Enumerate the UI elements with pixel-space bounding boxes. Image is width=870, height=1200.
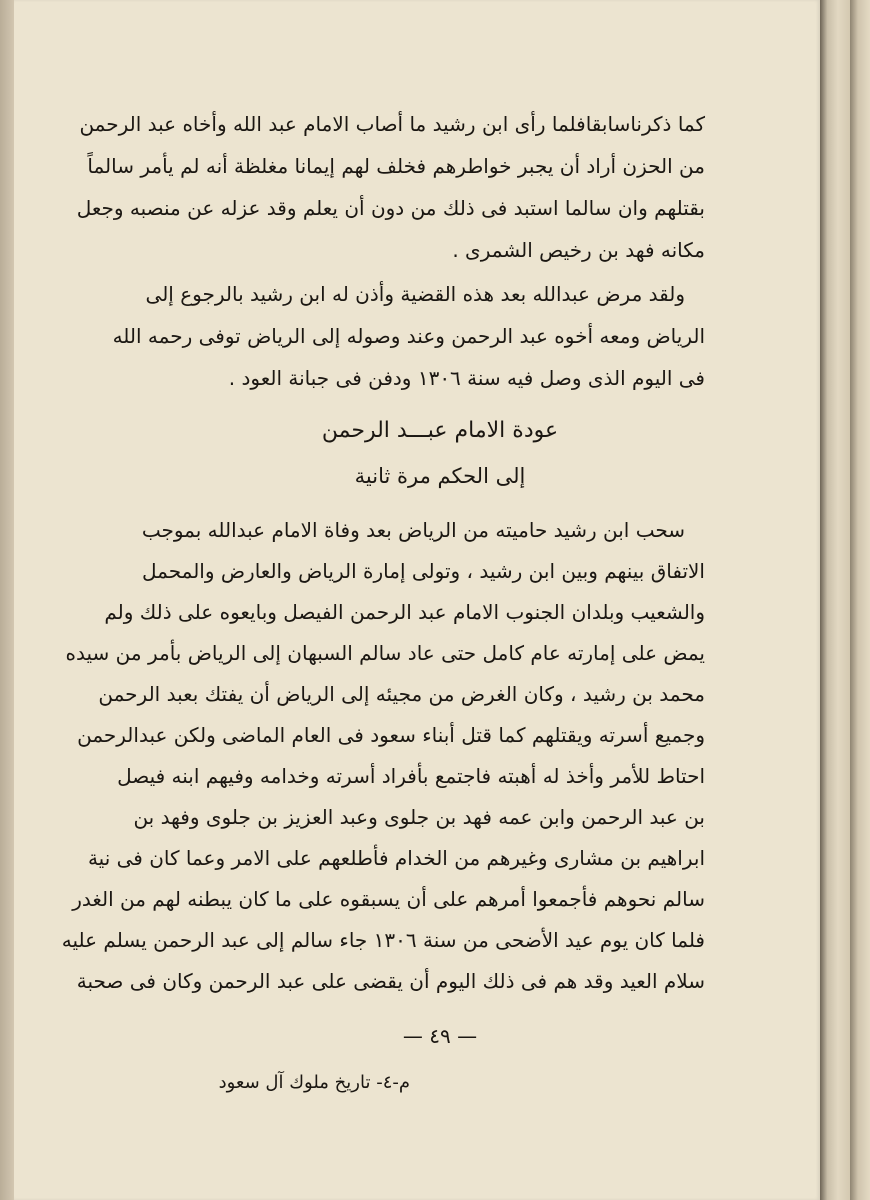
- page-number: — ٤٩ —: [402, 1024, 478, 1048]
- text-line: والشعيب وبلدان الجنوب الامام عبد الرحمن الفيصل وبايعوه على ذلك ولم: [104, 600, 705, 624]
- text-line: ابراهيم بن مشارى وغيرهم من الخدام فأطلعهم على الامر وعما كان فى نية: [87, 846, 705, 870]
- text-line: مكانه فهد بن رخيص الشمرى .: [452, 238, 705, 262]
- text-line: يمض على إمارته عام كامل حتى عاد سالم السبهان إلى الرياض بأمر من سيده: [65, 641, 705, 665]
- section-heading-line-1: عودة الامام عبـــد الرحمن: [321, 418, 559, 443]
- text-line: الاتفاق بينهم وبين ابن رشيد ، وتولى إمارة الرياض والعارض والمحمل: [142, 559, 705, 583]
- text-line: محمد بن رشيد ، وكان الغرض من مجيئه إلى الرياض أن يفتك بعبد الرحمن: [98, 682, 705, 706]
- footer-signature: م-٤- تاريخ ملوك آل سعود: [218, 1072, 410, 1093]
- book-edge: [850, 0, 870, 1200]
- text-line: من الحزن أراد أن يجبر خواطرهم فخلف لهم إيمانا مغلظة أنه لم يأمر سالماً: [87, 154, 705, 178]
- text-line: سالم نحوهم فأجمعوا أمرهم على أن يسبقوه على ما كان يبطنه لهم من الغدر: [72, 887, 705, 911]
- text-line: بن عبد الرحمن وابن عمه فهد بن جلوى وعبد العزيز بن جلوى وفهد بن: [133, 805, 705, 829]
- page-edge: [820, 0, 850, 1200]
- text-line: كما ذكرناسابقافلما رأى ابن رشيد ما أصاب الامام عبد الله وأخاه عبد الرحمن: [79, 112, 705, 136]
- text-line: سحب ابن رشيد حاميته من الرياض بعد وفاة الامام عبدالله بموجب: [141, 518, 685, 542]
- text-line: الرياض ومعه أخوه عبد الرحمن وعند وصوله إلى الرياض توفى رحمه الله: [112, 324, 705, 348]
- text-line: فى اليوم الذى وصل فيه سنة ١٣٠٦ ودفن فى جبانة العود .: [228, 366, 705, 390]
- text-line: فلما كان يوم عيد الأضحى من سنة ١٣٠٦ جاء سالم إلى عبد الرحمن يسلم عليه: [61, 928, 705, 952]
- text-line: سلام العيد وقد هم فى ذلك اليوم أن يقضى على عبد الرحمن وكان فى صحبة: [76, 969, 705, 993]
- section-heading-line-2: إلى الحكم مرة ثانية: [354, 464, 526, 488]
- text-line: بقتلهم وان سالما استبد فى ذلك من دون أن يعلم وقد عزله عن منصبه وجعل: [76, 196, 705, 220]
- text-line: ولقد مرض عبدالله بعد هذه القضية وأذن له ابن رشيد بالرجوع إلى: [145, 282, 685, 306]
- text-line: احتاط للأمر وأخذ له أهبته فاجتمع بأفراد أسرته وخدامه وفيهم ابنه فيصل: [117, 764, 705, 788]
- text-line: وجميع أسرته ويقتلهم كما قتل أبناء سعود فى العام الماضى ولكن عبدالرحمن: [77, 723, 705, 747]
